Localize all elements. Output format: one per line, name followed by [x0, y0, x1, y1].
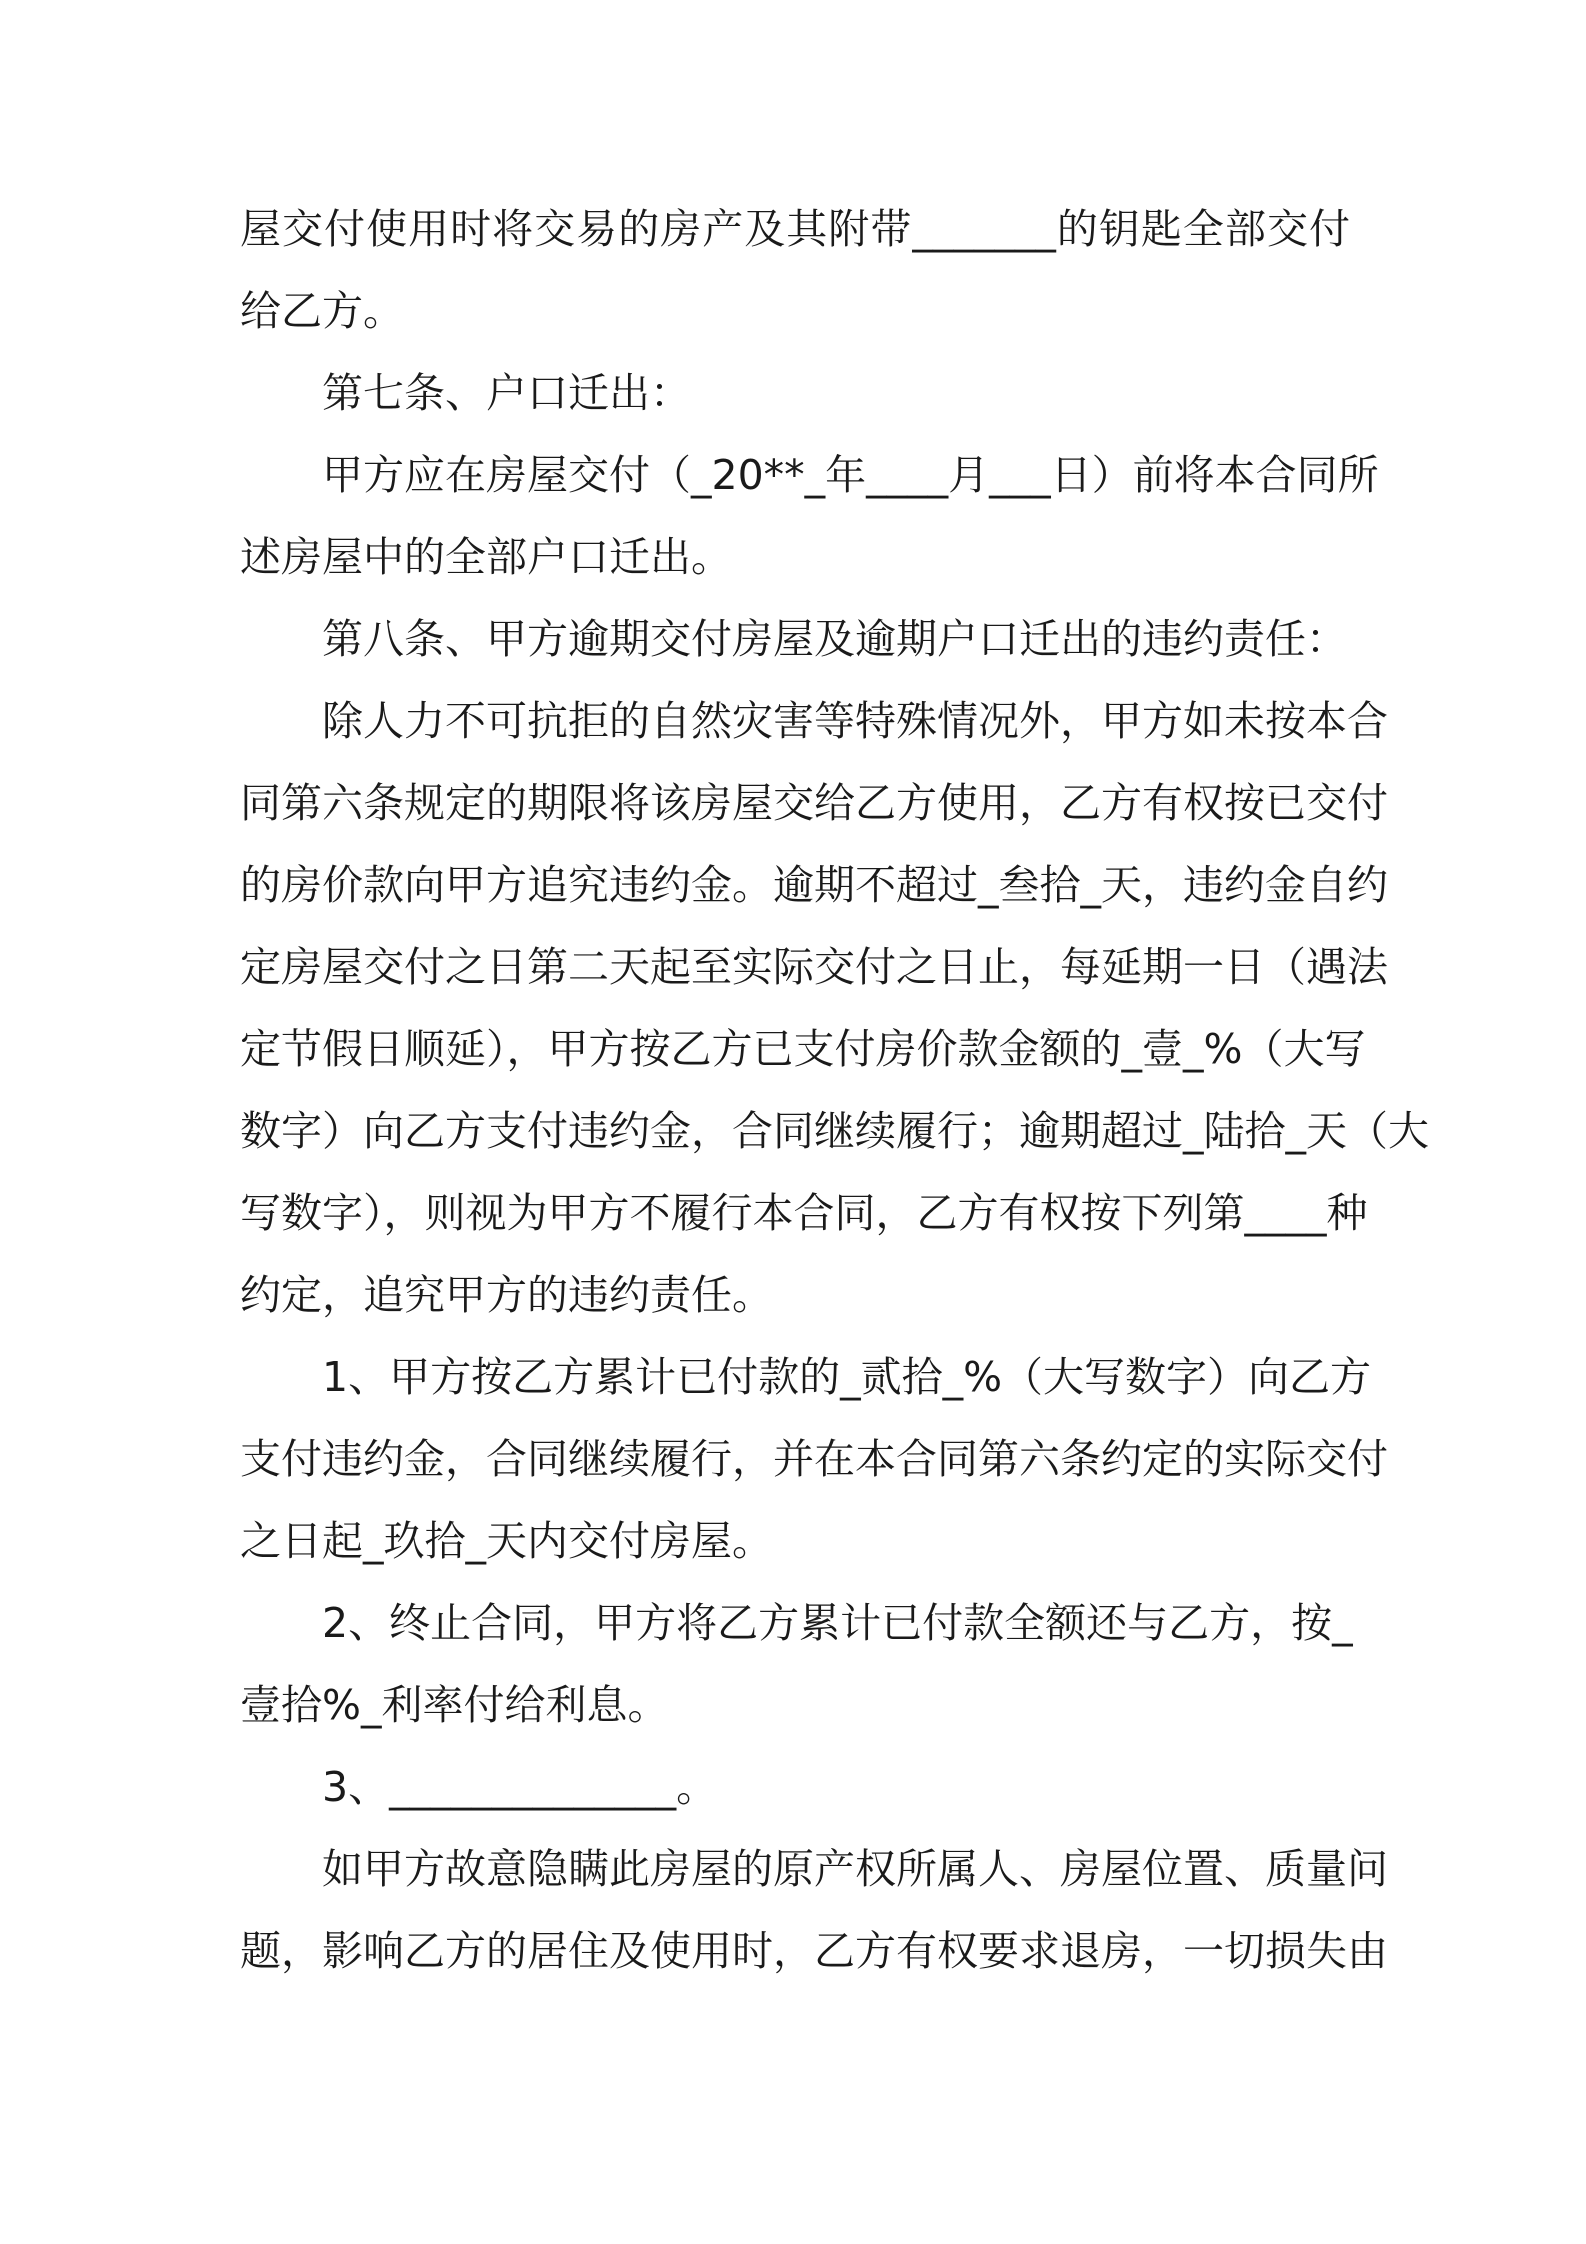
text-line: 支付违约金，合同继续履行，并在本合同第六条约定的实际交付 — [240, 1435, 1388, 1483]
text-line: 屋交付使用时将交易的房产及其附带_______的钥匙全部交付 — [240, 205, 1350, 253]
text-line: 定节假日顺延），甲方按乙方已支付房价款金额的_壹_%（大写 — [240, 1025, 1366, 1073]
article-heading: 第七条、户口迁出： — [322, 369, 691, 417]
list-item-2: 2、终止合同，甲方将乙方累计已付款全额还与乙方，按_ — [322, 1599, 1353, 1647]
text-line: 甲方应在房屋交付（_20**_年____月___日）前将本合同所 — [322, 451, 1379, 499]
text-line: 定房屋交付之日第二天起至实际交付之日止，每延期一日（遇法 — [240, 943, 1388, 991]
text-line: 数字）向乙方支付违约金，合同继续履行；逾期超过_陆拾_天（大 — [240, 1107, 1429, 1155]
text-line: 的房价款向甲方追究违约金。逾期不超过_叁拾_天，违约金自约 — [240, 861, 1388, 909]
text-line: 写数字），则视为甲方不履行本合同，乙方有权按下列第____种 — [240, 1189, 1368, 1237]
text-line: 壹拾%_利率付给利息。 — [240, 1681, 669, 1729]
list-item-3: 3、______________。 — [322, 1763, 718, 1811]
text-line: 述房屋中的全部户口迁出。 — [240, 533, 732, 581]
text-line: 之日起_玖拾_天内交付房屋。 — [240, 1517, 773, 1565]
text-line: 除人力不可抗拒的自然灾害等特殊情况外，甲方如未按本合 — [322, 697, 1388, 745]
text-line: 约定，追究甲方的违约责任。 — [240, 1271, 773, 1319]
text-line: 同第六条规定的期限将该房屋交给乙方使用，乙方有权按已交付 — [240, 779, 1388, 827]
article-heading: 第八条、甲方逾期交付房屋及逾期户口迁出的违约责任： — [322, 615, 1347, 663]
list-item-1: 1、甲方按乙方累计已付款的_贰拾_%（大写数字）向乙方 — [322, 1353, 1372, 1401]
text-line: 如甲方故意隐瞒此房屋的原产权所属人、房屋位置、质量问 — [322, 1845, 1388, 1893]
text-line: 题，影响乙方的居住及使用时，乙方有权要求退房，一切损失由 — [240, 1927, 1388, 1975]
text-line: 给乙方。 — [240, 287, 404, 335]
